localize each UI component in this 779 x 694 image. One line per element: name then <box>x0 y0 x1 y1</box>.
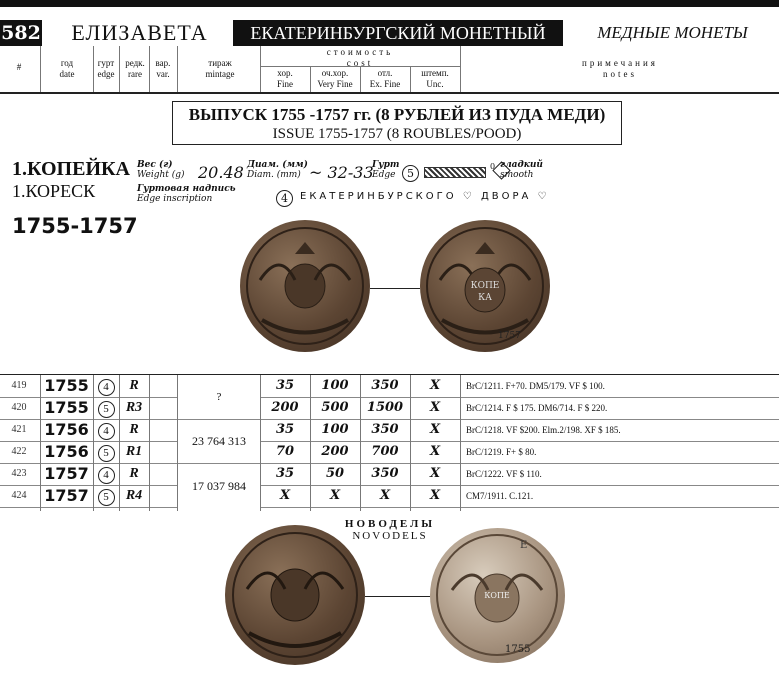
row-price-fine: 35 <box>275 422 295 437</box>
coin-connector <box>370 288 420 289</box>
row-num: 422 <box>11 446 27 457</box>
row-price-vf: 100 <box>321 378 349 393</box>
row-price-unc: X <box>429 422 441 437</box>
row-year: 1756 <box>44 420 89 439</box>
col-edge: гурт edge <box>97 58 115 79</box>
table-row <box>0 441 779 464</box>
row-note: BrC/1214. F $ 175. DM6/714. F $ 220. <box>466 403 608 413</box>
edge-label: Гурт Edge <box>372 160 400 180</box>
edge-zero: 0 <box>490 162 496 171</box>
row-price-fine: 35 <box>275 378 295 393</box>
row-price-xf: 700 <box>371 444 399 459</box>
novodels-heading: НОВОДЕЛЫ NOVODELS <box>344 518 436 542</box>
col-num: # <box>16 62 22 72</box>
row-note: CM7/1911. C.121. <box>466 491 534 501</box>
col-cost: стоимость cost <box>326 47 394 68</box>
col-notes: примечания notes <box>582 58 658 79</box>
row-price-vf: X <box>329 488 341 503</box>
row-year: 1756 <box>44 442 89 461</box>
row-note: BrC/1211. F+70. DM5/179. VF $ 100. <box>466 381 605 391</box>
coin-reverse-text-1: КОПЕ <box>470 281 500 291</box>
row-edge <box>93 419 119 441</box>
mint-title: ЕКАТЕРИНБУРГСКИЙ МОНЕТНЫЙ ДВОР <box>233 20 563 46</box>
issue-title-en: ISSUE 1755-1757 (8 ROUBLES/POOD) <box>272 126 522 142</box>
issue-box <box>172 101 622 145</box>
issue-title-ru: ВЫПУСК 1755 -1757 гг. (8 РУБЛЕЙ ИЗ ПУДА МЕДИ) <box>188 105 606 124</box>
novodel-reverse-image <box>430 528 565 663</box>
table-row <box>0 485 779 508</box>
top-bar <box>0 0 779 7</box>
row-price-unc: X <box>429 378 441 393</box>
row-price-fine: 200 <box>271 400 299 415</box>
row-rarity: R <box>129 422 139 437</box>
diam-value: ~ 32-33 <box>309 163 374 182</box>
col-xf: отл. Ex. Fine <box>369 68 401 89</box>
novodel-obverse-letter: Е <box>520 540 528 551</box>
row-note: BrC/1219. F+ $ 80. <box>466 447 537 457</box>
col-vf: оч.хор. Very Fine <box>317 68 353 89</box>
row-edge <box>93 441 119 463</box>
row-year: 1757 <box>44 464 89 483</box>
row-price-fine: X <box>279 488 291 503</box>
coin-reverse-year: 1757 <box>498 331 521 341</box>
row-edge <box>93 375 119 397</box>
edge-type-icon: 5 <box>98 401 115 418</box>
col-fine: хор. Fine <box>276 68 293 89</box>
row-price-unc: X <box>429 466 441 481</box>
row-price-vf: 100 <box>321 422 349 437</box>
row-price-vf: 200 <box>321 444 349 459</box>
coin-name-ru: 1.КОПЕЙКА <box>12 158 130 180</box>
coin-reverse-image <box>420 220 550 352</box>
row-price-xf: 350 <box>371 422 399 437</box>
row-edge <box>93 485 119 507</box>
row-note: BrC/1218. VF $200. Elm.2/198. XF $ 185. <box>466 425 621 435</box>
table-row <box>0 375 779 398</box>
row-price-xf: X <box>379 488 391 503</box>
edge-pattern-icon <box>424 167 486 178</box>
row-edge <box>93 397 119 419</box>
col-year: год date <box>59 58 75 79</box>
mintage-1757: 17 037 984 <box>178 464 260 509</box>
mintage-1756: 23 764 313 <box>178 420 260 463</box>
row-price-xf: 350 <box>371 466 399 481</box>
row-price-unc: X <box>429 400 441 415</box>
row-price-unc: X <box>429 488 441 503</box>
edge-inscription-text: ЕКАТЕРИНБУРСКОГО ♡ ДВОРА ♡ <box>300 191 550 202</box>
row-num: 420 <box>11 402 27 413</box>
table-row <box>0 419 779 442</box>
row-rarity: R4 <box>125 488 143 503</box>
row-price-unc: X <box>429 444 441 459</box>
row-rarity: R <box>129 378 139 393</box>
col-var: вар. var. <box>155 58 171 79</box>
mintage-table <box>0 374 779 513</box>
row-edge <box>93 463 119 485</box>
edge-type-icon: 4 <box>98 467 115 484</box>
row-num: 419 <box>11 380 27 391</box>
row-rarity: R <box>129 466 139 481</box>
row-price-fine: 35 <box>275 466 295 481</box>
row-price-xf: 350 <box>371 378 399 393</box>
table-row <box>0 397 779 420</box>
edge-type-icon: 5 <box>98 445 115 462</box>
row-price-xf: 1500 <box>366 400 404 415</box>
coin-reverse-text-2: КА <box>478 293 492 303</box>
col-rare: редк. rare <box>125 58 145 79</box>
novodel-reverse-text: КОПЕ <box>484 591 510 600</box>
inscr-num: 4 <box>276 187 293 207</box>
diam-label: Диам. (мм) Diam. (mm) <box>247 160 308 180</box>
row-year: 1755 <box>44 398 89 417</box>
row-rarity: R1 <box>125 444 143 459</box>
table-row <box>0 463 779 486</box>
col-unc: штемп. Unc. <box>421 68 449 89</box>
page-number: 582 <box>1 22 41 44</box>
ruler-title: ЕЛИЗАВЕТА <box>71 20 208 45</box>
edge-type-icon: 5 <box>98 489 115 506</box>
category-title: МЕДНЫЕ МОНЕТЫ <box>597 23 748 42</box>
row-note: BrC/1222. VF $ 110. <box>466 469 542 479</box>
row-price-fine: 70 <box>275 444 295 459</box>
novodel-connector <box>365 596 430 597</box>
row-rarity: R3 <box>125 400 143 415</box>
row-year: 1757 <box>44 486 89 505</box>
mintage-1755: ? <box>178 375 260 419</box>
weight-value: 20.48 <box>198 163 244 182</box>
coin-name-en: 1.КОРЕСК <box>12 181 96 201</box>
edge-type-icon: 4 <box>98 379 115 396</box>
row-price-vf: 500 <box>321 400 349 415</box>
column-header <box>0 46 779 94</box>
row-num: 424 <box>11 490 27 501</box>
row-num: 421 <box>11 424 27 435</box>
col-mintage: тираж mintage <box>205 58 235 79</box>
novodel-obverse-image <box>225 525 365 665</box>
weight-label: Вес (г) Weight (g) <box>137 160 185 180</box>
coin-obverse-image <box>240 220 370 352</box>
row-price-vf: 50 <box>325 466 345 481</box>
smooth-label: гладкий smooth <box>500 160 543 180</box>
row-year: 1755 <box>44 376 89 395</box>
edge-type-icon: 4 <box>98 423 115 440</box>
novodel-year: 1755 <box>505 644 531 655</box>
edge-types <box>402 162 512 182</box>
edge-type-icon: 5 <box>402 165 419 182</box>
coin-years: 1755-1757 <box>12 214 138 238</box>
row-num: 423 <box>11 468 27 479</box>
inscr-label: Гуртовая надпись Edge inscription <box>137 184 236 204</box>
